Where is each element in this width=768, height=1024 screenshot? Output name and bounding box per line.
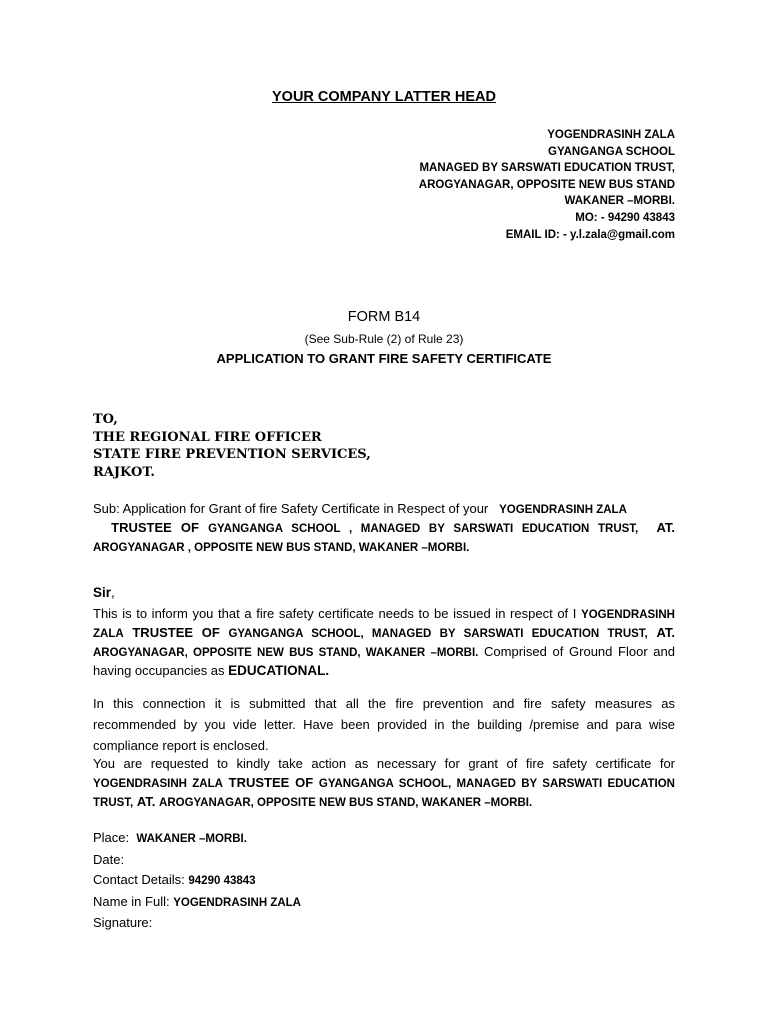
para1-school: GYANGANGA SCHOOL, MANAGED BY SARSWATI EDUCATION TRUST, bbox=[228, 628, 648, 640]
para1-at: AT. bbox=[656, 625, 675, 640]
para3-name: YOGENDRASINH ZALA bbox=[93, 777, 223, 790]
sender-managed-by: MANAGED BY SARSWATI EDUCATION TRUST, bbox=[419, 162, 675, 175]
subject-trustee: TRUSTEE OF bbox=[111, 520, 199, 535]
place-label: Place: bbox=[93, 830, 130, 845]
paragraph-request bbox=[93, 755, 675, 813]
para1-name: YOGENDRASINH ZALA bbox=[93, 609, 675, 640]
name-label: Name in Full: bbox=[93, 893, 170, 909]
para3-intro: You are requested to kindly take action as necessary for grant of fire safety certificate for bbox=[93, 756, 675, 771]
recipient-block bbox=[93, 411, 371, 481]
footer-contact-row bbox=[93, 870, 301, 892]
para1-address: AROGYANAGAR, OPPOSITE NEW BUS STAND, WAKANER –MORBI. bbox=[93, 647, 479, 659]
subject-line bbox=[93, 500, 675, 557]
recipient-to: TO, bbox=[93, 412, 118, 427]
recipient-officer: THE REGIONAL FIRE OFFICER bbox=[93, 429, 322, 445]
para1-trustee: TRUSTEE OF bbox=[132, 625, 220, 640]
sender-email: EMAIL ID: - y.l.zala@gmail.com bbox=[505, 228, 675, 241]
para3-trustee: TRUSTEE OF bbox=[228, 774, 314, 790]
contact-value: 94290 43843 bbox=[188, 875, 256, 887]
place-value: WAKANER –MORBI. bbox=[136, 833, 247, 845]
para1-comprised: Comprised of Ground Floor and having occupancies as bbox=[93, 644, 675, 678]
footer-signature-row bbox=[93, 913, 301, 934]
subject-at: AT. bbox=[656, 520, 675, 535]
paragraph-inform bbox=[93, 605, 675, 680]
sender-school: GYANGANGA SCHOOL bbox=[548, 145, 675, 158]
subject-name: YOGENDRASINH ZALA bbox=[499, 504, 627, 516]
form-title: FORM B14 bbox=[347, 309, 421, 325]
salutation-word: Sir bbox=[93, 585, 112, 600]
paragraph-connection: In this connection it is submitted that all the fire prevention and fire safety measures as recommended by you vide letter. Have been provided in the building /premise and para wise compliance report is enclosed. bbox=[93, 696, 675, 753]
para3-address: AROGYANAGAR, OPPOSITE NEW BUS STAND, WAKANER –MORBI. bbox=[159, 797, 533, 809]
subject-address: AROGYANAGAR , OPPOSITE NEW BUS STAND, WAKANER –MORBI. bbox=[93, 542, 470, 554]
form-heading: APPLICATION TO GRANT FIRE SAFETY CERTIFICATE bbox=[216, 351, 552, 366]
para1-intro: This is to inform you that a fire safety certificate needs to be issued in respect of I bbox=[93, 606, 577, 621]
footer-place-row bbox=[93, 828, 301, 850]
recipient-department: STATE FIRE PREVENTION SERVICES, bbox=[93, 447, 371, 462]
footer-date-row bbox=[93, 850, 301, 871]
contact-label: Contact Details: bbox=[93, 872, 185, 887]
subject-school: GYANGANGA SCHOOL , MANAGED BY SARSWATI EDUCATION TRUST, bbox=[208, 523, 639, 535]
para3-at: AT. bbox=[136, 794, 156, 809]
para1-occupancy: EDUCATIONAL. bbox=[228, 663, 330, 678]
sender-address-line-1: AROGYANAGAR, OPPOSITE NEW BUS STAND bbox=[418, 178, 675, 191]
salutation bbox=[93, 585, 675, 600]
name-value: YOGENDRASINH ZALA bbox=[173, 896, 301, 909]
sender-mobile: MO: - 94290 43843 bbox=[575, 211, 675, 224]
date-label: Date: bbox=[93, 851, 125, 867]
letterhead-title: YOUR COMPANY LATTER HEAD bbox=[272, 89, 496, 105]
salutation-comma: , bbox=[111, 585, 115, 600]
para3-school: GYANGANGA SCHOOL, MANAGED BY SARSWATI EDUCATION TRUST, bbox=[93, 777, 675, 809]
footer-name-row bbox=[93, 892, 301, 914]
sender-name: YOGENDRASINH ZALA bbox=[547, 129, 675, 141]
footer-details bbox=[93, 828, 301, 934]
form-rule-reference: (See Sub-Rule (2) of Rule 23) bbox=[304, 332, 464, 346]
recipient-city: RAJKOT. bbox=[93, 464, 155, 480]
subject-prefix: Sub: Application for Grant of fire Safety Certificate in Respect of your bbox=[93, 501, 489, 516]
sender-address-line-2: WAKANER –MORBI. bbox=[564, 195, 675, 208]
signature-label: Signature: bbox=[93, 915, 153, 930]
sender-address-block bbox=[419, 127, 675, 243]
